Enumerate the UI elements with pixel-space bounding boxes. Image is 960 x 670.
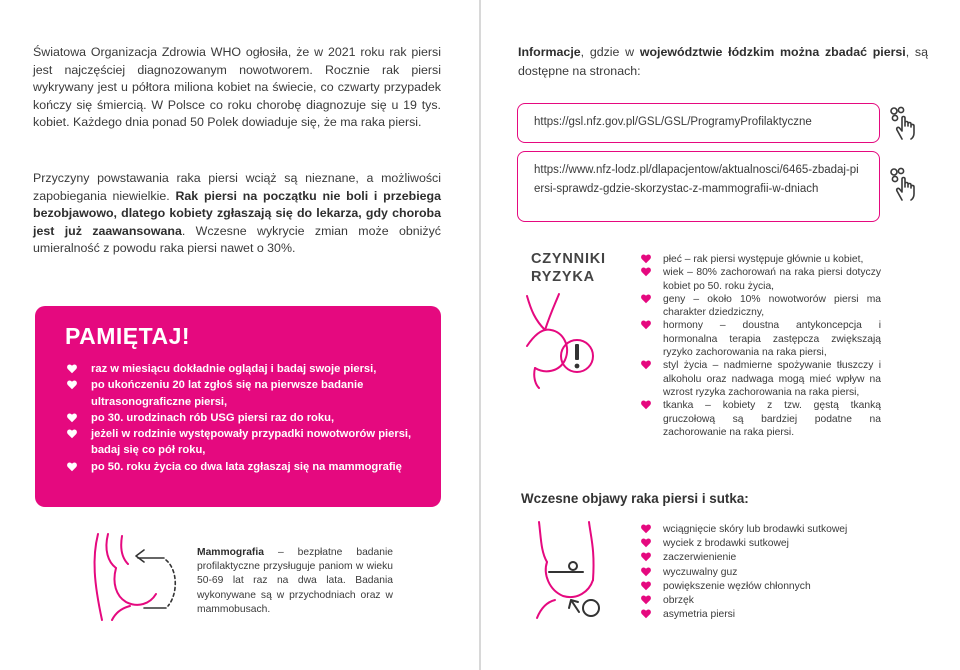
heart-bullet-icon [641,609,651,619]
heart-bullet-icon [67,413,77,423]
remember-item: raz w miesiącu dokładnie oglądaj i badaj swoje piersi, [67,361,427,377]
heart-bullet-icon [67,380,77,390]
hand-click-icon [889,167,925,203]
symptom-item: asymetria piersi [641,608,901,622]
heart-bullet-icon [641,595,651,605]
info-term: Informacje [518,45,581,59]
heart-bullet-icon [641,267,651,277]
risk-item: styl życia – nadmierne spożywanie tłuszczy i alkoholu oraz nadwaga mogą mieć wpływ na wzrost ryzyka zachorowania na raka piersi, [641,359,881,399]
remember-item: jeżeli w rodzinie występowały przypadki nowotworów piersi, badaj się co pół roku, [67,426,427,459]
link-box-gsl [517,103,880,143]
risk-item: płeć – rak piersi występuje głównie u kobiet, [641,253,881,266]
link-nfz[interactable]: https://www.nfz-lodz.pl/dlapacjentow/aktualnosci/6465-zbadaj-piersi-sprawdz-gdzie-skorzystac-z-mammografii-w-dniach [534,164,859,195]
causes-text-bold: Rak piersi na początku nie boli i przebiega bezobjawowo, dlatego kobiety zgłaszają się do lekarza, gdy choroba jest już zaawansowana [33,188,441,238]
intro-paragraph: Światowa Organizacja Zdrowia WHO ogłosiła, że w 2021 roku rak piersi jest najczęściej diagnozowanym nowotworem. Rocznie rak piersi wykrywany jest u półtora miliona kobiet na świecie, co czwarty przypadek kończy się śmiercią. W Polsce co roku chorobę diagnozuje się u 19 tys. kobiet. Każdego dnia ponad 50 Polek dowiaduje się, że ma raka piersi. [33,45,441,130]
heart-bullet-icon [67,462,77,472]
symptom-item: wciągnięcie skóry lub brodawki sutkowej [641,523,901,537]
mammography-description: – bezpłatne badanie profilaktyczne przysługuje paniom w wieku 50-69 lat raz na dwa lata. Badania wykonywane są w przychodniach oraz w mammobusach. [197,547,393,615]
heart-bullet-icon [641,567,651,577]
symptom-item: obrzęk [641,594,901,608]
symptom-item: zaczerwienienie [641,551,901,565]
info-text-1: , gdzie w [580,45,640,59]
heart-bullet-icon [641,254,651,264]
mammography-icon [86,528,186,628]
causes-text-end: . Wczesne wykrycie zmian może obniżyć umieralność z powodu raka piersi nawet o 30%. [33,223,441,256]
heart-bullet-icon [641,552,651,562]
torso-symptom-icon [533,518,615,622]
risk-item: hormony – doustna antykoncepcja i hormonalna terapia zastępcza zwiększają ryzyko zachorowania na raka piersi, [641,319,881,359]
causes-paragraph [33,170,441,258]
mammography-text [197,546,393,617]
risk-list [641,253,881,439]
heart-bullet-icon [641,538,651,548]
early-symptoms-heading: Wczesne objawy raka piersi i sutka: [521,491,749,506]
remember-item: po ukończeniu 20 lat zgłoś się na pierwsze badanie ultrasonograficzne piersi, [67,377,427,410]
torso-risk-icon [519,290,599,390]
heart-bullet-icon [641,360,651,370]
left-page [0,0,479,670]
info-region: województwie łódzkim można zbadać piersi [639,45,906,59]
heart-bullet-icon [641,320,651,330]
heart-bullet-icon [67,429,77,439]
symptom-item: powiększenie węzłów chłonnych [641,580,901,594]
symptom-item: wyczuwalny guz [641,566,901,580]
heart-bullet-icon [641,524,651,534]
remember-item: po 50. roku życia co dwa lata zgłaszaj się na mammografię [67,459,427,475]
remember-box [35,306,441,507]
remember-list [67,361,427,475]
link-gsl[interactable]: https://gsl.nfz.gov.pl/GSL/GSL/ProgramyProfilaktyczne [534,116,812,128]
causes-text-start: Przyczyny powstawania raka piersi wciąż są nieznane, a możliwości zapobiegania niewielkie. [33,171,441,203]
heart-bullet-icon [641,400,651,410]
info-text-2: , są dostępne na stronach: [518,45,928,78]
info-paragraph [518,43,928,80]
heart-bullet-icon [67,364,77,374]
early-symptoms-list [641,523,901,622]
heart-bullet-icon [641,294,651,304]
risk-item: geny – około 10% nowotworów piersi ma charakter dziedziczny, [641,293,881,320]
link-box-nfz [517,151,880,222]
symptom-item: wyciek z brodawki sutkowej [641,537,901,551]
remember-title: PAMIĘTAJ! [65,323,191,349]
mammography-term: Mammografia [197,547,264,558]
hand-click-icon [889,106,925,142]
right-page [481,0,960,670]
risk-item: tkanka – kobiety z tzw. gęstą tkanką gruczołową są bardziej podatne na zachorowanie na raka piersi. [641,399,881,439]
risk-item: wiek – 80% zachorowań na raka piersi dotyczy kobiet po 50. roku życia, [641,266,881,293]
remember-item: po 30. urodzinach rób USG piersi raz do roku, [67,410,427,426]
heart-bullet-icon [641,581,651,591]
risk-heading: CZYNNIKI RYZYKA [531,251,606,285]
